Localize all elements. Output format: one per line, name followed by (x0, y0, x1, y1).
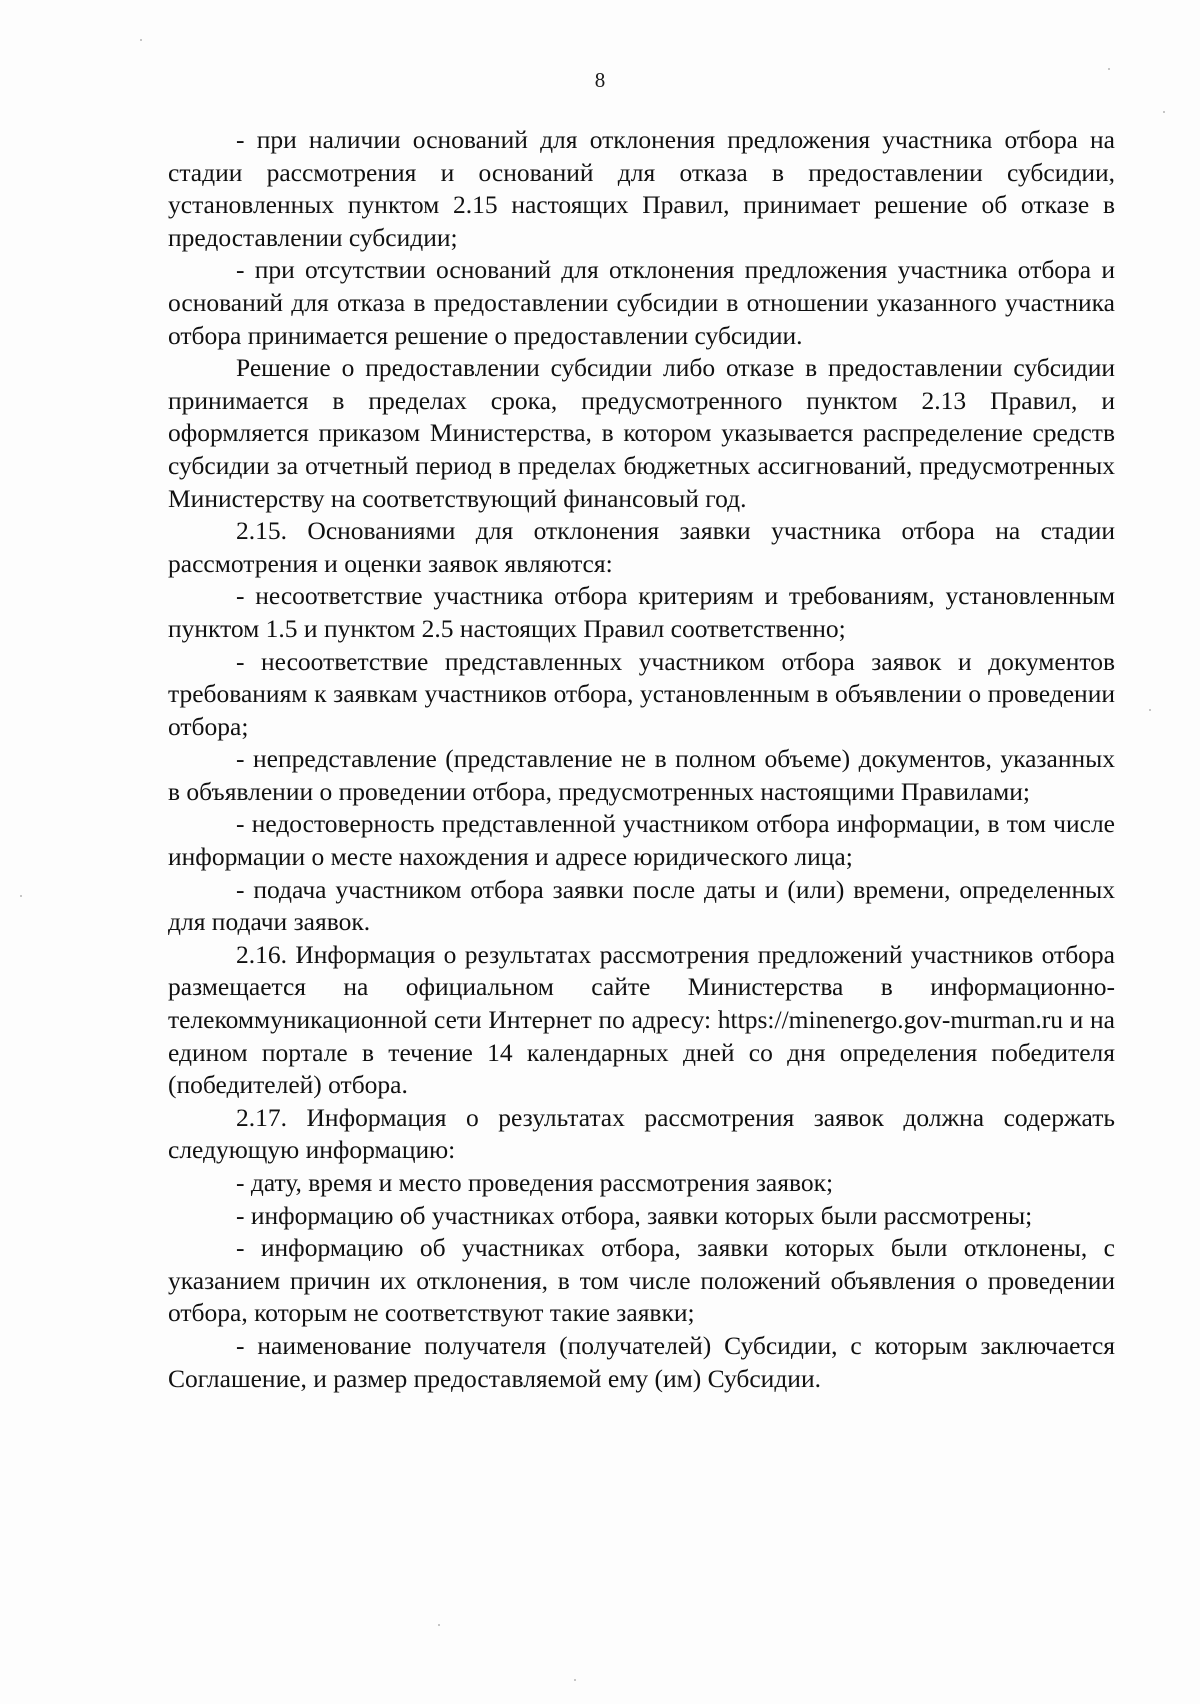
paragraph-2-17-heading: 2.17. Информация о результатах рассмотрения заявок должна содержать следующую информацию: (168, 1102, 1115, 1165)
scan-speck (1163, 111, 1165, 113)
paragraph-grant-decision: - при отсутствии оснований для отклонения предложения участника отбора и оснований для отказа в предоставлении субсидии в отношении указанного участника отбора принимается решение о предоставлении субсидии. (168, 255, 1115, 350)
page-number: 8 (594, 68, 606, 92)
paragraph-2-15-heading: 2.15. Основаниями для отклонения заявки участника отбора на стадии рассмотрения и оценки заявок являются: (168, 516, 1115, 578)
scan-speck (1108, 68, 1110, 70)
paragraph-date-time-place: - дату, время и место проведения рассмотрения заявок; (236, 1168, 834, 1197)
paragraph-rejected-participants: - информацию об участниках отбора, заявки которых были отклонены, с указанием причин их отклонения, в том числе положений объявления о проведении отбора, которым не соответствуют такие заявки; (168, 1233, 1115, 1328)
scan-speck (438, 1624, 440, 1626)
paragraph-reviewed-participants: - информацию об участниках отбора, заявки которых были рассмотрены; (236, 1200, 1033, 1230)
paragraph-unreliable-info: - недостоверность представленной участником отбора информации, в том числе информации о месте нахождения и адресе юридического лица; (168, 809, 1115, 872)
paragraph-refusal-grounds: - при наличии оснований для отклонения предложения участника отбора на стадии рассмотрения и оснований для отказа в предоставлении субсидии, установленных пунктом 2.15 настоящих Правил, принимает решение об отказе в предоставлении субсидии; (168, 125, 1115, 252)
paragraph-documents-mismatch: - несоответствие представленных участником отбора заявок и документов требованиям к заявкам участников отбора, установленным в объявлении о проведении отбора; (168, 646, 1115, 741)
scan-speck (140, 39, 142, 41)
document-body (168, 124, 1115, 1395)
scan-speck (1149, 709, 1151, 711)
scan-speck (574, 1679, 576, 1681)
scan-speck (20, 895, 22, 897)
paragraph-documents-missing: - непредставление (представление не в полном объеме) документов, указанных в объявлении о проведении отбора, предусмотренных настоящими Правилами; (168, 744, 1115, 806)
paragraph-decision-order: Решение о предоставлении субсидии либо отказе в предоставлении субсидии принимается в пределах срока, предусмотренного пунктом 2.13 Правил, и оформляется приказом Министерства, в котором указывается распределение средств субсидии за отчетный период в пределах бюджетных ассигнований, предусмотренных Министерству на соответствующий финансовый год. (168, 353, 1115, 513)
paragraph-recipient-name: - наименование получателя (получателей) Субсидии, с которым заключается Соглашение, и размер предоставляемой ему (им) Субсидии. (168, 1330, 1115, 1393)
paragraph-late-submission: - подача участником отбора заявки после даты и (или) времени, определенных для подачи заявок. (168, 874, 1115, 937)
paragraph-criteria-mismatch: - несоответствие участника отбора критериям и требованиям, установленным пунктом 1.5 и пунктом 2.5 настоящих Правил соответственно; (168, 581, 1115, 643)
paragraph-2-16-publication: 2.16. Информация о результатах рассмотрения предложений участников отбора размещается на официальном сайте Министерства в информационно-телекоммуникационной сети Интернет по адресу: https://minenergo.gov-murman.ru и на едином портале в течение 14 календарных дней со дня определения победителя (победителей) отбора. (168, 939, 1115, 1100)
